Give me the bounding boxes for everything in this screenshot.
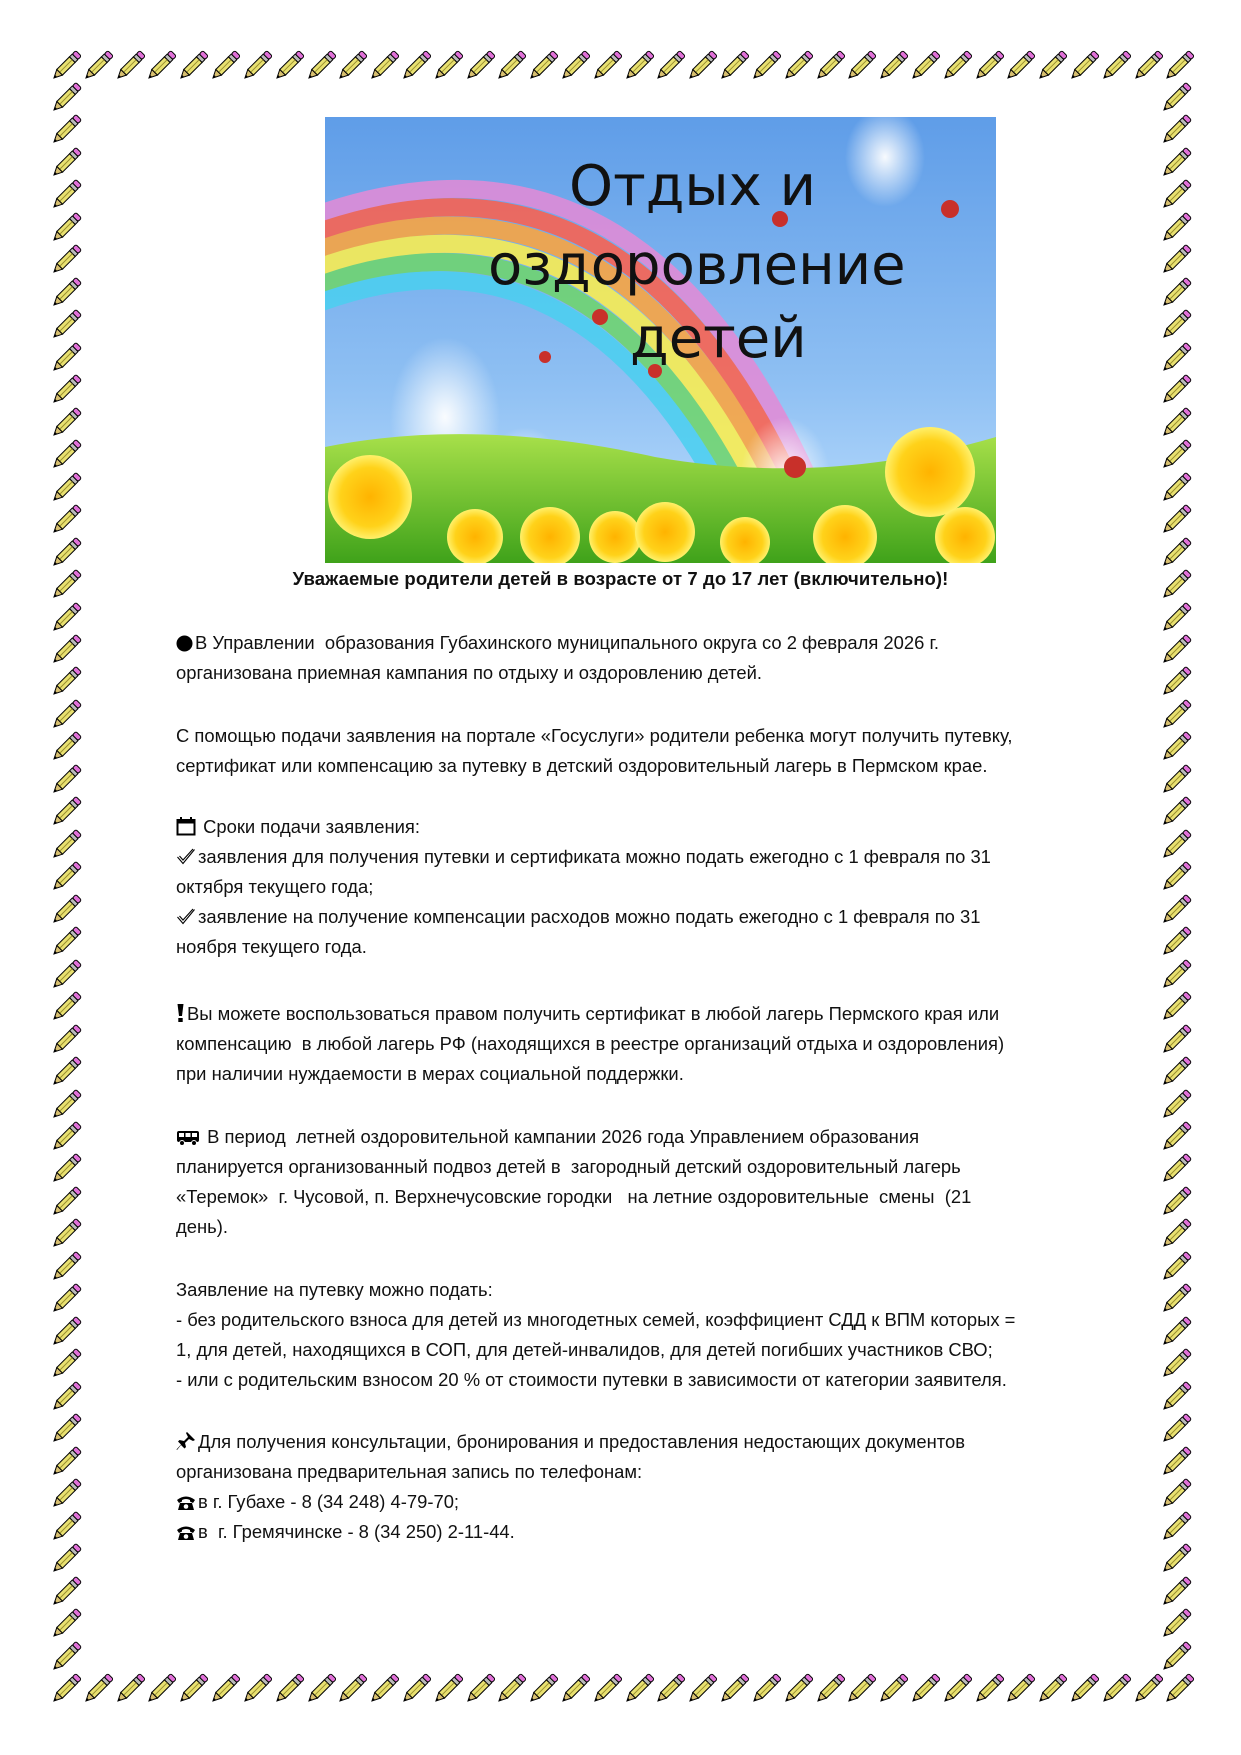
pencil-icon bbox=[877, 1673, 909, 1705]
pencil-icon bbox=[50, 764, 82, 796]
pencil-icon bbox=[50, 829, 82, 861]
pencil-icon bbox=[50, 472, 82, 504]
pencil-icon bbox=[50, 1316, 82, 1348]
pencil-icon bbox=[1160, 114, 1192, 146]
pencil-icon bbox=[845, 1673, 877, 1705]
gosuslugi-text-2: сертификат или компенсацию за путевку в детский оздоровительный лагерь в Пермском крае. bbox=[176, 755, 988, 776]
application-heading: Заявление на путевку можно подать: bbox=[176, 1279, 493, 1300]
pencil-icon bbox=[1160, 1121, 1192, 1153]
pencil-icon bbox=[400, 1673, 432, 1705]
phone-gubakha bbox=[176, 1487, 1136, 1517]
pencil-icon bbox=[464, 50, 496, 82]
pencil-icon bbox=[50, 796, 82, 828]
pencil-icon bbox=[50, 699, 82, 731]
pencil-icon bbox=[909, 1673, 941, 1705]
pencil-icon bbox=[1160, 796, 1192, 828]
telephone-icon bbox=[176, 1490, 196, 1520]
pencil-icon bbox=[50, 1153, 82, 1185]
pencil-icon bbox=[50, 1576, 82, 1608]
pencil-icon bbox=[305, 50, 337, 82]
pencil-icon bbox=[1160, 926, 1192, 958]
pencil-icon bbox=[50, 861, 82, 893]
pencil-icon bbox=[1160, 1413, 1192, 1445]
banner-title-line-1: Отдых и bbox=[569, 154, 816, 219]
transport-line-1 bbox=[176, 1122, 1136, 1152]
contacts-line-1 bbox=[176, 1427, 1136, 1457]
pencil-icon bbox=[1160, 1283, 1192, 1315]
pencil-icon bbox=[1068, 1673, 1100, 1705]
pencil-icon bbox=[145, 1673, 177, 1705]
pencil-icon bbox=[82, 50, 114, 82]
pencil-icon bbox=[305, 1673, 337, 1705]
pencil-icon bbox=[50, 50, 82, 82]
pencil-icon bbox=[50, 179, 82, 211]
pencil-icon bbox=[82, 1673, 114, 1705]
pencil-icon bbox=[1160, 861, 1192, 893]
intro-line bbox=[176, 628, 1136, 658]
deadline-item-1 bbox=[176, 842, 1136, 872]
pencil-icon bbox=[50, 1608, 82, 1640]
pencil-icon bbox=[1160, 959, 1192, 991]
pencil-icon bbox=[50, 1381, 82, 1413]
transport-text-1: В период летней оздоровительной кампании 2026 года Управлением образования bbox=[202, 1126, 920, 1147]
pencil-icon bbox=[50, 1283, 82, 1315]
intro-text-2: организована приемная кампания по отдыху и оздоровлению детей. bbox=[176, 662, 762, 683]
transport-text-4: день). bbox=[176, 1216, 228, 1237]
pencil-icon bbox=[1160, 212, 1192, 244]
pencil-icon bbox=[50, 666, 82, 698]
contacts-text-2: организована предварительная запись по телефонам: bbox=[176, 1461, 643, 1482]
contacts-text-1: Для получения консультации, бронирования и предоставления недостающих документов bbox=[198, 1431, 965, 1452]
pencil-icon bbox=[50, 1673, 82, 1705]
pencil-icon bbox=[273, 50, 305, 82]
pencil-icon bbox=[1160, 1218, 1192, 1250]
pencil-icon bbox=[1163, 1673, 1195, 1705]
pencil-icon bbox=[336, 1673, 368, 1705]
application-option-1-cont: 1, для детей, находящихся в СОП, для детей-инвалидов, для детей погибших участников СВО; bbox=[176, 1339, 993, 1360]
pencil-icon bbox=[973, 1673, 1005, 1705]
pencil-icon bbox=[1004, 50, 1036, 82]
pencil-icon bbox=[1036, 50, 1068, 82]
check-mark-icon bbox=[176, 845, 196, 875]
pencil-icon bbox=[1160, 1576, 1192, 1608]
pencil-icon bbox=[1160, 1446, 1192, 1478]
document-title: Уважаемые родители детей в возрасте от 7 до 17 лет (включительно)! bbox=[292, 568, 949, 589]
pencil-icon bbox=[750, 50, 782, 82]
pencil-icon bbox=[1160, 439, 1192, 471]
pencil-icon bbox=[209, 1673, 241, 1705]
pencil-icon bbox=[1160, 1153, 1192, 1185]
pencil-icon bbox=[718, 1673, 750, 1705]
intro-text-1: В Управлении образования Губахинского муниципального округа со 2 февраля 2026 г. bbox=[195, 632, 940, 653]
deadline-item-2-text-2: ноября текущего года. bbox=[176, 936, 367, 957]
pencil-icon bbox=[114, 50, 146, 82]
notice-text-3: при наличии нуждаемости в мерах социальной поддержки. bbox=[176, 1063, 684, 1084]
pencil-icon bbox=[782, 50, 814, 82]
pencil-icon bbox=[209, 50, 241, 82]
pencil-border-left bbox=[50, 82, 82, 1673]
bus-icon bbox=[176, 1125, 200, 1155]
black-circle-icon bbox=[176, 631, 193, 661]
transport-text-2: планируется организованный подвоз детей в загородный детский оздоровительный лагерь bbox=[176, 1156, 961, 1177]
banner-illustration bbox=[325, 117, 996, 563]
pencil-icon bbox=[50, 1186, 82, 1218]
phone-gremyachinsk bbox=[176, 1517, 1136, 1547]
pencil-icon bbox=[50, 504, 82, 536]
pencil-icon bbox=[1160, 991, 1192, 1023]
pencil-icon bbox=[177, 1673, 209, 1705]
pencil-icon bbox=[718, 50, 750, 82]
deadlines-section bbox=[176, 812, 1136, 962]
banner-image bbox=[325, 117, 996, 563]
pencil-icon bbox=[1004, 1673, 1036, 1705]
application-paragraph bbox=[176, 1275, 1136, 1395]
transport-paragraph bbox=[176, 1122, 1136, 1242]
pencil-icon bbox=[1160, 277, 1192, 309]
pencil-icon bbox=[50, 731, 82, 763]
pencil-icon bbox=[432, 50, 464, 82]
pencil-icon bbox=[1160, 1543, 1192, 1575]
pencil-icon bbox=[1160, 829, 1192, 861]
pencil-icon bbox=[1160, 472, 1192, 504]
pencil-icon bbox=[814, 1673, 846, 1705]
pencil-icon bbox=[814, 50, 846, 82]
pencil-icon bbox=[1160, 1608, 1192, 1640]
pencil-icon bbox=[50, 1251, 82, 1283]
pencil-icon bbox=[1160, 602, 1192, 634]
deadlines-heading bbox=[176, 812, 1136, 842]
pencil-icon bbox=[50, 1121, 82, 1153]
pencil-icon bbox=[1160, 1056, 1192, 1088]
pencil-icon bbox=[145, 50, 177, 82]
pencil-icon bbox=[750, 1673, 782, 1705]
pencil-icon bbox=[241, 50, 273, 82]
pencil-icon bbox=[527, 1673, 559, 1705]
pencil-icon bbox=[1160, 179, 1192, 211]
pencil-border-top bbox=[50, 50, 1195, 82]
pencil-icon bbox=[1160, 1478, 1192, 1510]
pencil-icon bbox=[1160, 634, 1192, 666]
pencil-icon bbox=[1160, 1381, 1192, 1413]
pencil-icon bbox=[50, 1089, 82, 1121]
pencil-icon bbox=[941, 50, 973, 82]
pencil-icon bbox=[877, 50, 909, 82]
gosuslugi-paragraph bbox=[176, 721, 1136, 781]
pencil-icon bbox=[336, 50, 368, 82]
deadline-item-2-text-1: заявление на получение компенсации расходов можно подать ежегодно с 1 февраля по 31 bbox=[198, 906, 981, 927]
pencil-icon bbox=[1100, 50, 1132, 82]
pencil-icon bbox=[50, 1641, 82, 1673]
pencil-icon bbox=[845, 50, 877, 82]
pencil-icon bbox=[591, 1673, 623, 1705]
gosuslugi-text-1: С помощью подачи заявления на портале «Госуслуги» родители ребенка могут получить путевку, bbox=[176, 725, 1013, 746]
notice-text-1: Вы можете воспользоваться правом получить сертификат в любой лагерь Пермского края или bbox=[187, 1003, 1000, 1024]
pencil-icon bbox=[273, 1673, 305, 1705]
pencil-icon bbox=[1160, 309, 1192, 341]
pencil-icon bbox=[50, 342, 82, 374]
pencil-icon bbox=[973, 50, 1005, 82]
deadline-item-1-text-2: октября текущего года; bbox=[176, 876, 374, 897]
pencil-icon bbox=[50, 537, 82, 569]
pencil-icon bbox=[1160, 244, 1192, 276]
pencil-icon bbox=[50, 1478, 82, 1510]
pencil-icon bbox=[654, 1673, 686, 1705]
pencil-icon bbox=[1160, 1089, 1192, 1121]
pencil-border-right bbox=[1160, 82, 1192, 1673]
pencil-icon bbox=[50, 82, 82, 114]
exclamation-icon bbox=[176, 1002, 185, 1032]
intro-paragraph bbox=[176, 628, 1136, 688]
pencil-icon bbox=[50, 244, 82, 276]
pencil-icon bbox=[782, 1673, 814, 1705]
pencil-icon bbox=[1160, 537, 1192, 569]
pencil-icon bbox=[495, 1673, 527, 1705]
pencil-icon bbox=[50, 1056, 82, 1088]
pencil-icon bbox=[1160, 699, 1192, 731]
pencil-icon bbox=[1160, 504, 1192, 536]
pencil-icon bbox=[1160, 1186, 1192, 1218]
pencil-icon bbox=[1160, 147, 1192, 179]
pencil-border-bottom bbox=[50, 1673, 1195, 1705]
pencil-icon bbox=[623, 1673, 655, 1705]
pencil-icon bbox=[495, 50, 527, 82]
check-mark-icon bbox=[176, 905, 196, 935]
pencil-icon bbox=[177, 50, 209, 82]
pencil-icon bbox=[50, 277, 82, 309]
pencil-icon bbox=[1132, 1673, 1164, 1705]
pencil-icon bbox=[400, 50, 432, 82]
deadline-item-2 bbox=[176, 902, 1136, 932]
pencil-icon bbox=[50, 407, 82, 439]
pencil-icon bbox=[50, 1024, 82, 1056]
pencil-icon bbox=[559, 50, 591, 82]
pencil-icon bbox=[50, 1413, 82, 1445]
pencil-icon bbox=[686, 50, 718, 82]
pencil-icon bbox=[1068, 50, 1100, 82]
pencil-icon bbox=[1160, 764, 1192, 796]
pencil-icon bbox=[1160, 1316, 1192, 1348]
transport-text-3: «Теремок» г. Чусовой, п. Верхнечусовские городки на летние оздоровительные смены (21 bbox=[176, 1186, 972, 1207]
pencil-icon bbox=[1160, 666, 1192, 698]
pencil-icon bbox=[50, 374, 82, 406]
telephone-icon bbox=[176, 1520, 196, 1550]
pencil-icon bbox=[50, 1543, 82, 1575]
pencil-icon bbox=[1160, 82, 1192, 114]
pencil-icon bbox=[654, 50, 686, 82]
pencil-icon bbox=[50, 309, 82, 341]
banner-title-line-2: оздоровление bbox=[488, 233, 906, 298]
pencil-icon bbox=[241, 1673, 273, 1705]
pencil-icon bbox=[686, 1673, 718, 1705]
pencil-icon bbox=[50, 1511, 82, 1543]
pencil-icon bbox=[1160, 374, 1192, 406]
pencil-icon bbox=[1160, 1348, 1192, 1380]
phone-gremyachinsk-text: в г. Гремячинске - 8 (34 250) 2-11-44. bbox=[198, 1521, 515, 1542]
pencil-icon bbox=[50, 147, 82, 179]
pencil-icon bbox=[50, 212, 82, 244]
pencil-icon bbox=[1160, 731, 1192, 763]
pencil-icon bbox=[50, 926, 82, 958]
pencil-icon bbox=[50, 894, 82, 926]
pencil-icon bbox=[50, 1446, 82, 1478]
pencil-icon bbox=[50, 991, 82, 1023]
pencil-icon bbox=[50, 1218, 82, 1250]
deadlines-heading-text: Сроки подачи заявления: bbox=[198, 816, 420, 837]
pencil-icon bbox=[50, 439, 82, 471]
notice-text-2: компенсацию в любой лагерь РФ (находящихся в реестре организаций отдыха и оздоровления) bbox=[176, 1033, 1005, 1054]
pencil-icon bbox=[1100, 1673, 1132, 1705]
pencil-icon bbox=[527, 50, 559, 82]
deadline-item-1-text-1: заявления для получения путевки и сертификата можно подать ежегодно с 1 февраля по 31 bbox=[198, 846, 991, 867]
banner-title-line-3: детей bbox=[630, 306, 807, 371]
pencil-icon bbox=[1160, 1251, 1192, 1283]
pencil-icon bbox=[1160, 1511, 1192, 1543]
pencil-icon bbox=[368, 1673, 400, 1705]
pencil-icon bbox=[1132, 50, 1164, 82]
pencil-icon bbox=[623, 50, 655, 82]
pencil-icon bbox=[50, 1348, 82, 1380]
pencil-icon bbox=[50, 602, 82, 634]
pencil-icon bbox=[1036, 1673, 1068, 1705]
notice-paragraph bbox=[176, 999, 1136, 1089]
pencil-icon bbox=[50, 114, 82, 146]
pencil-icon bbox=[1160, 1641, 1192, 1673]
pencil-icon bbox=[50, 959, 82, 991]
pencil-icon bbox=[1163, 50, 1195, 82]
pencil-icon bbox=[559, 1673, 591, 1705]
pencil-icon bbox=[1160, 894, 1192, 926]
application-option-1: - без родительского взноса для детей из многодетных семей, коэффициент СДД к ВПМ которых = bbox=[176, 1309, 1016, 1330]
notice-line-1 bbox=[176, 999, 1136, 1029]
pencil-icon bbox=[368, 50, 400, 82]
contacts-section bbox=[176, 1427, 1136, 1547]
phone-gubakha-text: в г. Губахе - 8 (34 248) 4-79-70; bbox=[198, 1491, 460, 1512]
pencil-icon bbox=[909, 50, 941, 82]
pencil-icon bbox=[1160, 342, 1192, 374]
pencil-icon bbox=[432, 1673, 464, 1705]
pencil-icon bbox=[464, 1673, 496, 1705]
pencil-icon bbox=[591, 50, 623, 82]
application-option-2: - или с родительским взносом 20 % от стоимости путевки в зависимости от категории заявителя. bbox=[176, 1369, 1007, 1390]
pencil-icon bbox=[1160, 1024, 1192, 1056]
calendar-icon bbox=[176, 815, 196, 845]
pushpin-icon bbox=[176, 1430, 196, 1460]
pencil-icon bbox=[941, 1673, 973, 1705]
pencil-icon bbox=[50, 634, 82, 666]
pencil-icon bbox=[114, 1673, 146, 1705]
pencil-icon bbox=[1160, 407, 1192, 439]
